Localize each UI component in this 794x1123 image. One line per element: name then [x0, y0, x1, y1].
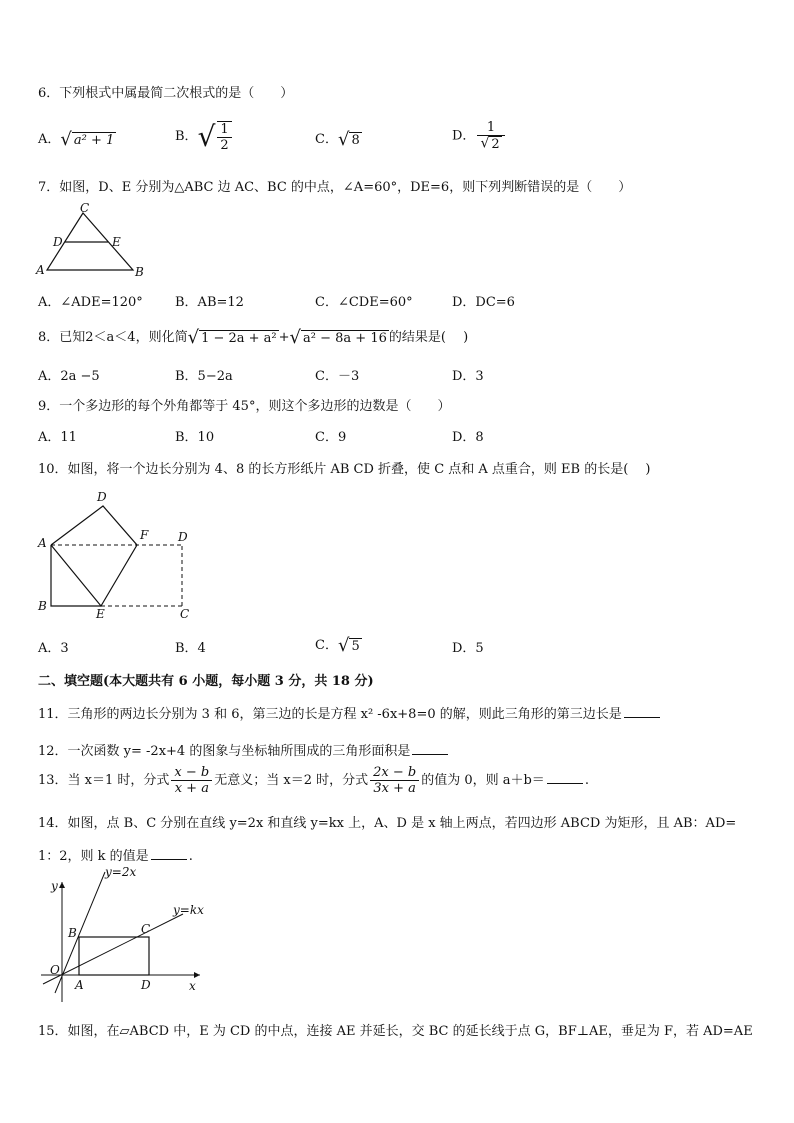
- fraction: $\frac{2x - b}{3x + a}$: [370, 765, 419, 796]
- q13-stem: 13．当 x＝1 时，分式 $\frac{x - b}{x + a}$ 无意义；当 x＝2 时，分式 $\frac{2x - b}{3x + a}$ 的值为 0，则 a＋b＝ .: [38, 765, 589, 796]
- q10-option-c: C．√ 5: [315, 635, 360, 656]
- label-d: D: [141, 978, 151, 992]
- q7-option-d: D．DC=6: [452, 295, 515, 310]
- q8-option-d: D．3: [452, 369, 484, 384]
- q7-option-b: B．AB=12: [175, 295, 244, 310]
- rectangle-abcd: [79, 937, 149, 975]
- radical: √ a² − 8a + 16: [289, 327, 387, 348]
- radical: √ $\frac{1}{2}$: [198, 120, 234, 153]
- label-c: C: [141, 922, 151, 936]
- radical: √ 5: [337, 635, 360, 656]
- answer-blank: [412, 742, 448, 755]
- label-d-right: D: [178, 530, 188, 544]
- q8-option-b: B．5−2a: [175, 369, 233, 384]
- answer-blank: [151, 847, 187, 860]
- label-f: F: [140, 528, 149, 542]
- q15-stem: 15．如图，在▱ABCD 中，E 为 CD 的中点，连接 AE 并延长，交 BC 的延长线于点 G，BF⊥AE，垂足为 F，若 AD=AE: [38, 1024, 753, 1039]
- q10-fold-figure: [30, 485, 210, 625]
- q6-option-d: D． $\frac{1}{√ 2}$: [452, 120, 507, 152]
- q14-coordinate-figure: [35, 862, 215, 1012]
- line-y-kx: [43, 914, 183, 984]
- q9-stem: 9．一个多边形的每个外角都等于 45°，则这个多边形的边数是（ ）: [38, 399, 451, 414]
- folded-region: [51, 506, 137, 606]
- q7-triangle-figure: [30, 200, 160, 280]
- label-b: B: [68, 926, 77, 940]
- q6-option-c: C．√ 8: [315, 129, 360, 150]
- q10-option-b: B．4: [175, 641, 206, 656]
- label-y: y: [51, 879, 58, 893]
- label-y-2x: y=2x: [105, 865, 137, 879]
- label-a: A: [38, 536, 47, 550]
- q10-option-d: D．5: [452, 641, 484, 656]
- q10-option-a: A．3: [38, 641, 69, 656]
- q9-option-b: B．10: [175, 430, 215, 445]
- q8-option-a: A．2a −5: [38, 369, 100, 384]
- label-a: A: [36, 263, 45, 277]
- label-c: C: [80, 201, 90, 215]
- label-a: A: [75, 978, 84, 992]
- q10-stem: 10．如图，将一个边长分别为 4、8 的长方形纸片 AB CD 折叠，使 C 点和 A 点重合，则 EB 的长是( ): [38, 462, 651, 477]
- label-e: E: [96, 607, 105, 621]
- label-b: B: [135, 265, 144, 279]
- label-e: E: [112, 235, 121, 249]
- q8-option-c: C．－3: [315, 369, 360, 384]
- q9-option-d: D．8: [452, 430, 484, 445]
- label-b: B: [38, 599, 47, 613]
- q11-stem: 11．三角形的两边长分别为 3 和 6，第三边的长是方程 x² -6x+8=0 的解，则此三角形的第三边长是: [38, 703, 662, 722]
- section-heading: 二、填空题(本大题共有 6 小题，每小题 3 分，共 18 分): [38, 674, 374, 689]
- q6-stem: 6．下列根式中属最简二次根式的是（ ）: [38, 86, 294, 101]
- q14-line1: 14．如图，点 B、C 分别在直线 y=2x 和直线 y=kx 上，A、D 是 x 轴上两点，若四边形 ABCD 为矩形，且 AB：AD=: [38, 816, 737, 831]
- label-y-kx: y=kx: [173, 903, 204, 917]
- q12-stem: 12．一次函数 y= -2x+4 的图象与坐标轴所围成的三角形面积是: [38, 740, 450, 759]
- q9-option-c: C．9: [315, 430, 347, 445]
- q7-stem: 7．如图，D、E 分别为△ABC 边 AC、BC 的中点，∠A=60°，DE=6，则下列判断错误的是（ ）: [38, 180, 632, 195]
- q9-option-a: A．11: [38, 430, 77, 445]
- q6-option-a: A．√ a² + 1: [38, 129, 115, 150]
- answer-blank: [624, 705, 660, 718]
- label-d-top: D: [97, 490, 107, 504]
- label-c: C: [180, 607, 190, 621]
- q7-option-a: A．∠ADE=120°: [38, 295, 143, 310]
- q14-line2: 1：2，则 k 的值是 .: [38, 849, 193, 864]
- q8-stem: 8．已知2＜a＜4，则化简√ 1 − 2a + a² +√ a² − 8a + 16 的结果是( ): [38, 327, 469, 348]
- q7-option-c: C．∠CDE=60°: [315, 295, 413, 310]
- q6-option-b: B．√ $\frac{1}{2}$: [175, 120, 234, 153]
- label-x: x: [189, 979, 196, 993]
- label-o: O: [50, 963, 60, 977]
- label-d: D: [53, 235, 63, 249]
- radical: √ a² + 1: [60, 129, 115, 150]
- radical: √ 8: [337, 129, 360, 150]
- radical: √ 1 − 2a + a²: [187, 327, 277, 348]
- answer-blank: [547, 771, 583, 784]
- fraction: $\frac{x - b}{x + a}$: [171, 765, 212, 796]
